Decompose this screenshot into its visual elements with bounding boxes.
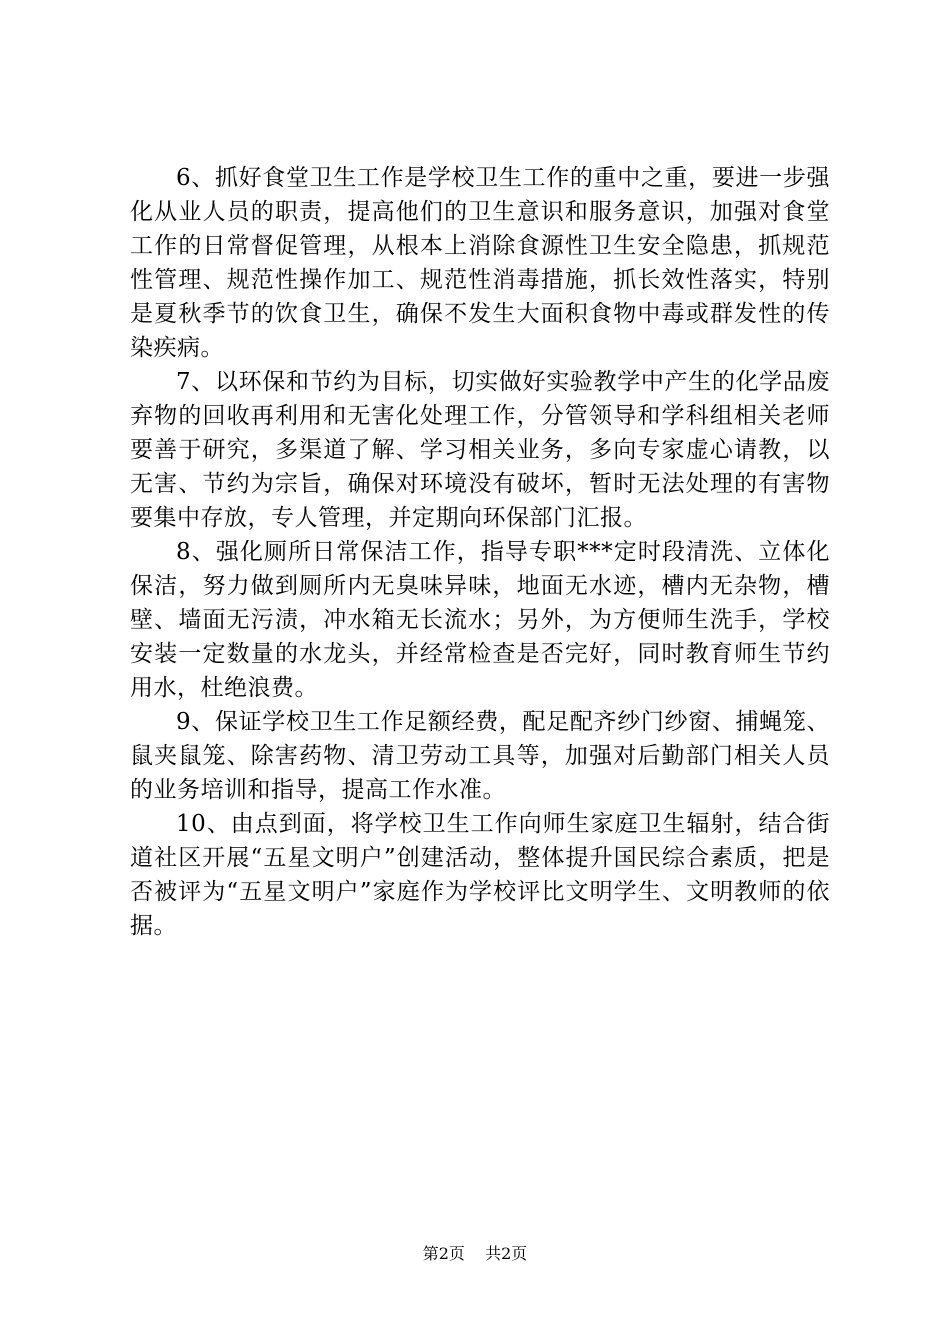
paragraph-8: 8、强化厕所日常保洁工作，指导专职***定时段清洗、立体化保洁，努力做到厕所内无臭味异味，地面无水迹，槽内无杂物，槽壁、墙面无污渍，冲水箱无长流水；另外，为方便师生洗手，学校安装一定数量的水龙头，并经常检查是否完好，同时教育师生节约用水，杜绝浪费。 [130,539,830,701]
paragraph-7: 7、以环保和节约为目标，切实做好实验教学中产生的化学品废弃物的回收再利用和无害化处理工作，分管领导和学科组相关老师要善于研究，多渠道了解、学习相关业务，多向专家虚心请教，以无害、节约为宗旨，确保对环境没有破坏，暂时无法处理的有害物要集中存放，专人管理，并定期向环保部门汇报。 [130,369,830,531]
total-pages: 共2页 [485,1244,528,1263]
paragraph-9: 9、保证学校卫生工作足额经费，配足配齐纱门纱窗、捕蝇笼、鼠夹鼠笼、除害药物、清卫劳动工具等，加强对后勤部门相关人员的业务培训和指导，提高工作水准。 [130,709,830,803]
page-footer [0,1243,950,1265]
paragraph-6: 6、抓好食堂卫生工作是学校卫生工作的重中之重，要进一步强化从业人员的职责，提高他们的卫生意识和服务意识，加强对食堂工作的日常督促管理，从根本上消除食源性卫生安全隐患，抓规范性管理、规范性操作加工、规范性消毒措施，抓长效性落实，特别是夏秋季节的饮食卫生，确保不发生大面积食物中毒或群发性的传染疾病。 [130,165,830,361]
page-number: 第2页 [422,1244,465,1263]
paragraph-10: 10、由点到面，将学校卫生工作向师生家庭卫生辐射，结合街道社区开展“五星文明户”创建活动，整体提升国民综合素质，把是否被评为“五星文明户”家庭作为学校评比文明学生、文明教师的依据。 [130,811,830,939]
document-body [130,161,830,943]
